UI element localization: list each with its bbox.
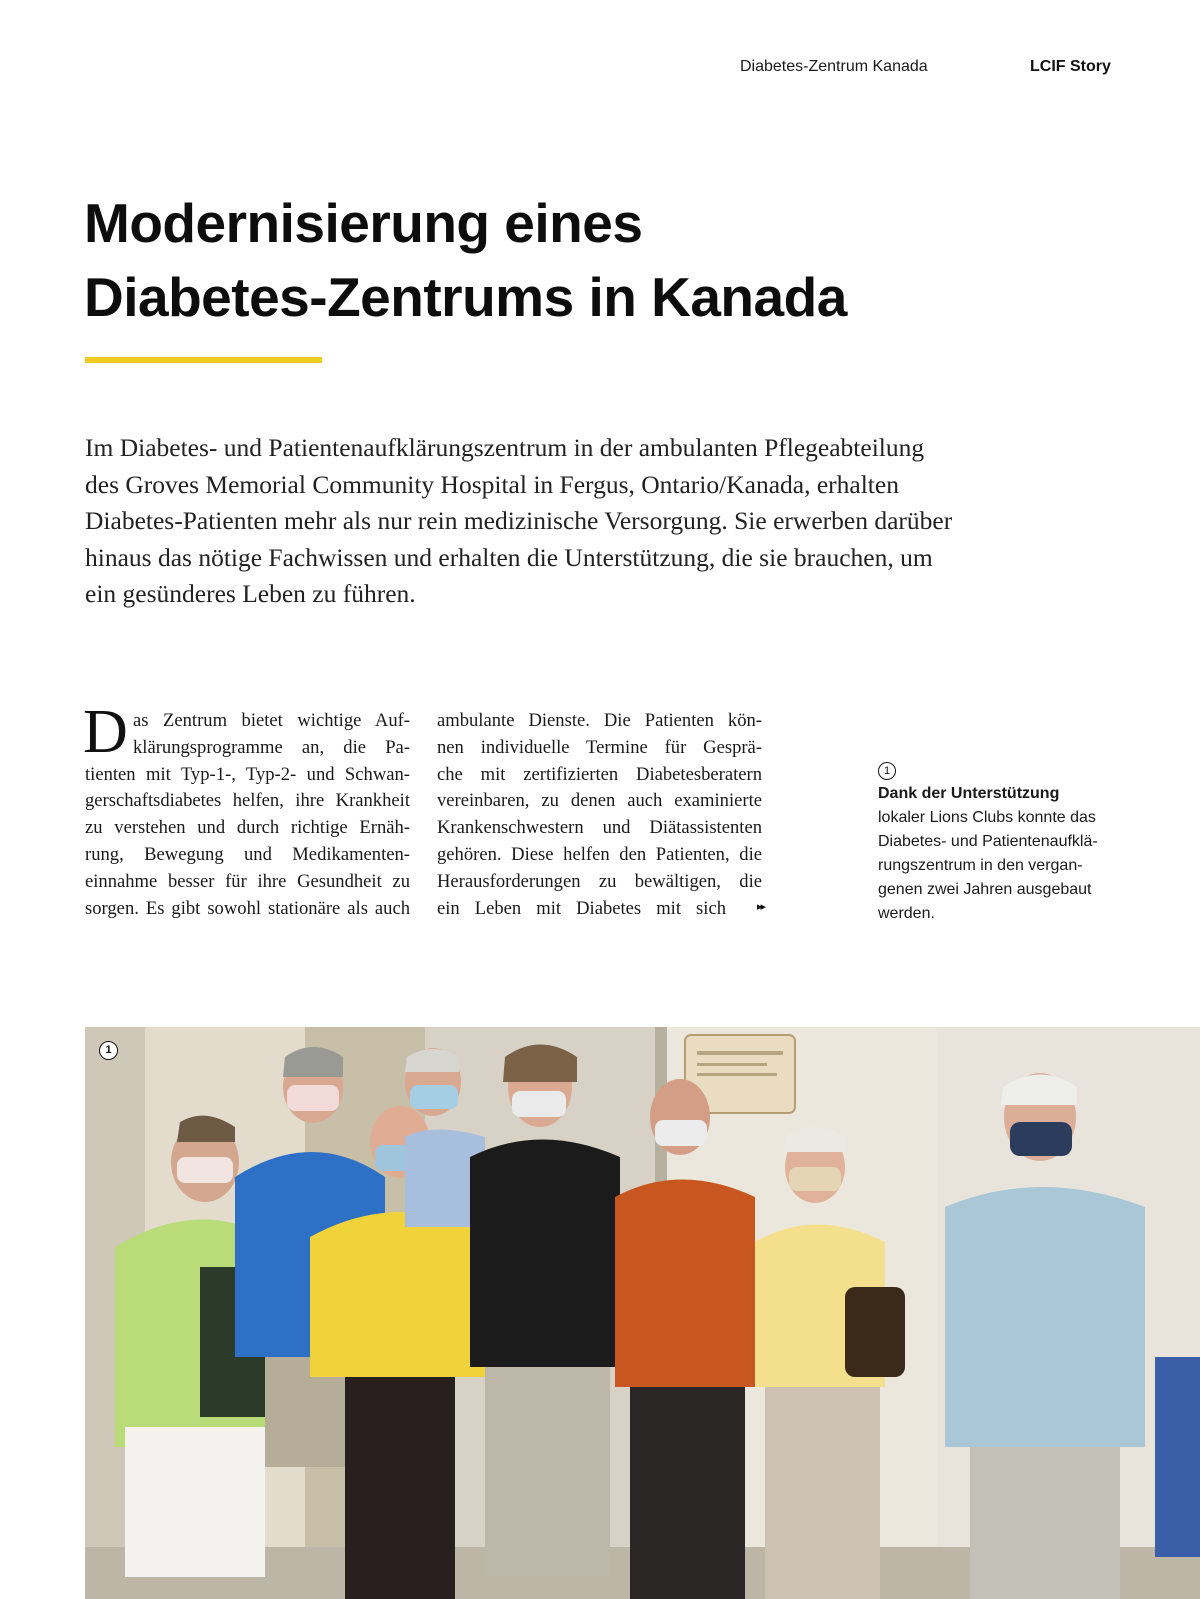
body-line: tienten mit Typ-1-, Typ-2- und Schwan- <box>85 763 410 785</box>
body-line: gerschaftsdiabetes helfen, ihre Krankheit <box>85 790 410 812</box>
body-line: vereinbaren, zu denen auch examinierte <box>437 790 762 812</box>
page-header <box>0 58 1200 82</box>
lead-line: des Groves Memorial Community Hospital in Fergus, Ontario/Kanada, erhalten <box>85 469 899 499</box>
continue-arrow-icon: ▸▸ <box>756 900 764 913</box>
caption-line: Diabetes- und Patientenaufklä- <box>878 833 1098 850</box>
body-column-2 <box>437 708 762 922</box>
body-line: einnahme besser für ihre Gesundheit zu <box>85 870 410 892</box>
brand-label: LCIF Story <box>1030 58 1111 75</box>
body-line: Herausforderungen zu bewältigen, die <box>437 870 762 892</box>
caption-number-badge: 1 <box>878 762 896 780</box>
caption-line: genen zwei Jahren ausgebaut <box>878 881 1092 898</box>
body-line: ein Leben mit Diabetes mit sich <box>437 897 726 919</box>
caption-lead: Dank der Unterstützung <box>878 785 1060 802</box>
drop-cap: D <box>83 698 128 766</box>
caption-line: lokaler Lions Clubs konnte das <box>878 809 1096 826</box>
group-photo <box>85 1027 1200 1599</box>
body-line: sorgen. Es gibt sowohl stationäre als auch <box>85 897 410 919</box>
group-photo-illustration <box>85 1027 1200 1599</box>
caption-line: rungszentrum in den vergan- <box>878 857 1083 874</box>
body-line: rung, Bewegung und Medikamenten- <box>85 843 410 865</box>
body-line: che mit zertifizierten Diabetesberatern <box>437 763 762 785</box>
body-line: as Zentrum bietet wichtige Auf- <box>133 710 410 731</box>
lead-line: Im Diabetes- und Patientenaufklärungszentrum in der ambulanten Pflegeabteilung <box>85 433 925 462</box>
title-line-1: Modernisierung eines <box>84 192 643 254</box>
body-line: klärungsprogramme an, die Pa- <box>133 736 410 758</box>
lead-line: Diabetes-Patienten mehr als nur rein medizinische Versorgung. Sie erwerben darüber <box>85 506 953 535</box>
article-title <box>84 186 1084 334</box>
body-line: Krankenschwestern und Diätassistenten <box>437 817 762 839</box>
title-line-2: Diabetes-Zentrums in Kanada <box>84 266 847 328</box>
section-label: Diabetes-Zentrum Kanada <box>740 58 928 75</box>
body-line: zu verstehen und durch richtige Ernäh- <box>85 817 410 839</box>
body-line: ambulante Dienste. Die Patienten kön- <box>437 710 762 731</box>
caption-line: werden. <box>878 905 935 922</box>
title-accent-rule <box>85 357 322 363</box>
photo-number-badge: 1 <box>99 1041 118 1060</box>
lead-paragraph <box>85 430 1015 613</box>
photo-caption <box>878 758 1128 926</box>
body-column-1 <box>83 698 410 922</box>
body-line: nen individuelle Termine für Gesprä- <box>437 736 762 758</box>
body-line: gehören. Diese helfen den Patienten, die <box>437 843 762 865</box>
lead-line: ein gesünderes Leben zu führen. <box>85 579 416 608</box>
lead-line: hinaus das nötige Fachwissen und erhalten die Unterstützung, die sie brauchen, um <box>85 542 933 572</box>
